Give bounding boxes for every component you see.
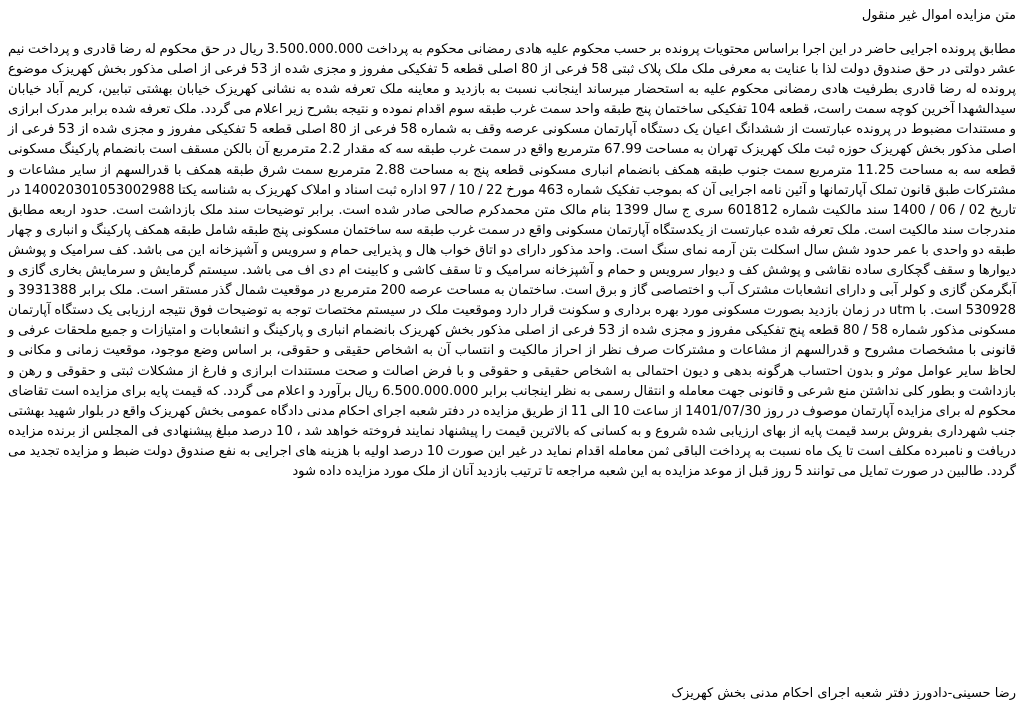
document-body-text: مطابق پرونده اجرایی حاضر در این اجرا براساس محتویات پرونده بر حسب محکوم علیه هادی رمضانی محکوم به پرداخت 3.500.000.000 ریال در حق محکوم له رضا قادری و پرداخت نیم عشر دولتی در حق صندوق دولت لذا با عنایت به معرفی ملک ملک پلاک ثبتی 58 فرعی از 80 اصلی قطعه 5 تفکیکی مفروز و مجزی شده از 53 فرعی از اصلی مذکور بخش کهریزک موضوع پرونده له رضا قادری بطرفیت هادی رمضانی محکوم علیه به استحضار میرساند اینجانب نسبت به بازدید و معاینه ملک تعرفه شده به نشانی کهریزک خیابان بهشتی تبابین، کریم آباد خیابان سیدالشهدا آخرین کوچه سمت راست، قطعه 104 تفکیکی ساختمان پنج طبقه واحد سمت غرب طبقه سوم اقدام نموده و نتیجه بشرح زیر اعلام می گردد. ملک تعرفه شده برابر مدرک ابرازی و مستندات مضبوط در پرونده عبارتست از ششدانگ اعیان یک دستگاه آپارتمان مسکونی عرصه وقف به شماره 58 فرعی از 80 اصلی قطعه 5 تفکیکی مفروز و مجزی شده از 53 فرعی از اصلی مذکور بخش کهریزک حوزه ثبت ملک کهریزک تهران به مساحت 67.99 مترمربع واقع در سمت غرب طبقه سه که مقدار 2.2 مترمربع آن بالکن مسقف است بانضمام پارکینگ مسکونی قطعه سه به مساحت 11.25 مترمربع سمت جنوب طبقه همکف بانضمام انباری مسکونی قطعه پنج به مساحت 2.88 مترمربع سمت شرق طبقه همکف با قدرالسهم از سایر مشاعات و مشترکات طبق قانون تملک آپارتمانها و آئین نامه اجرایی آن که بموجب تفکیک شماره 463 مورخ 22 / 10 / 97 اداره ثبت اسناد و املاک کهریزک به شناسه یکتا 140020301053002988 در تاریخ 02 / 06 / 1400 سند مالکیت شماره 601812 سری ج سال 1399 بنام مالک متن محمدکرم صالحی صادر شده است. برابر توضیحات سند ملک بازداشت است. حدود اربعه مطابق مندرجات سند مالکیت است. ملک تعرفه شده عبارتست از یکدستگاه آپارتمان مسکونی واقع در سمت غرب طبقه سه ساختمان مسکونی پنج طبقه شامل طبقه همکف پارکینگ و انباری و چهار طبقه دو واحدی با عمر حدود شش سال اسکلت بتن آرمه نمای سنگ است. واحد مذکور دارای دو اتاق خواب هال و پذیرایی حمام و سرویس و آشپزخانه این می باشد. کف سرامیک و پوشش دیوارها و سقف گچکاری ساده نقاشی و پوشش کف و دیوار سرویس و حمام و آشپزخانه سرامیک و تا سقف کاشی و کابینت ام دی اف می باشد. سیستم گرمایش و سرمایش بخاری گازی و آبگرمکن گازی و کولر آبی و دارای انشعابات مشترک آب و اختصاصی گاز و برق است. ساختمان به مساحت عرصه 200 مترمربع در موقعیت شمال گذر مستقر است. ملک برابر 3931388 و 530928 است. با utm در زمان بازدید بصورت مسکونی مورد بهره برداری و سکونت قرار دارد وموقعیت ملک در سیستم مختصات توجه به توضیحات فوق نتیجه ارزیابی یک دستگاه آپارتمان مسکونی مذکور شماره 58 / 80 قطعه پنج تفکیکی مفروز و مجزی شده از 53 فرعی از اصلی مذکور بخش کهریزک بانضمام انباری و پارکینگ و انشعابات و امتیازات و جمیع ملحقات عرفی و قانونی با مشخصات مشروح و قدرالسهم از مشاعات و مشترکات صرف نظر از احراز مالکیت و انتساب آن به اشخاص حقیقی و حقوقی، بر اساس وضع موجود، موقعیت زمانی و مکانی و لحاظ سایر عوامل موثر و بدون احتساب هرگونه بدهی و دیون احتمالی به اشخاص حقیقی و حقوقی و با فرض اصالت و صحت مستندات ابرازی و فارغ از مشکلات ثبتی و حقوقی و رهن و بازداشت و بطور کلی نداشتن منع شرعی و قانونی جهت معامله و انتقال رسمی به نظر اینجانب برابر 6.500.000.000 ریال برآورد و اعلام می گردد. که قیمت پایه برای مزایده است تقاضای محکوم له برای مزایده آپارتمان موصوف در روز 1401/07/30 از ساعت 10 الی 11 از طریق مزایده در دفتر شعبه اجرای احکام مدنی دادگاه عمومی بخش کهریزک واقع در بلوار شهید بهشتی جنب شهرداری بفروش برسد قیمت پایه از بهای ارزیابی شده شروع و به کسانی که بالاترین قیمت را پیشنهاد نمایند فروخته خواهد شد ، 10 درصد مبلغ پیشنهادی فی المجلس از برنده مزایده دریافت و نامبرده مکلف است تا یک ماه نسبت به پرداخت الباقی ثمن معامله اقدام نماید در غیر این صورت 10 درصد اولیه با هزینه های اجرایی به نفع صندوق دولت ضبط و مزایده تجدید می گردد. طالبین در صورت تمایل می توانند 5 روز قبل از موعد مزایده به این شعبه مراجعه تا ترتیب بازدید آنان از ملک مورد مزایده داده شود: [8, 42, 1017, 479]
document-signature: رضا حسینی-دادورز دفتر شعبه اجرای احکام مدنی بخش کهریزک: [671, 686, 1016, 701]
auction-notice-document: [8, 0, 1016, 711]
document-title: متن مزایده اموال غیر منقول: [861, 8, 1016, 23]
